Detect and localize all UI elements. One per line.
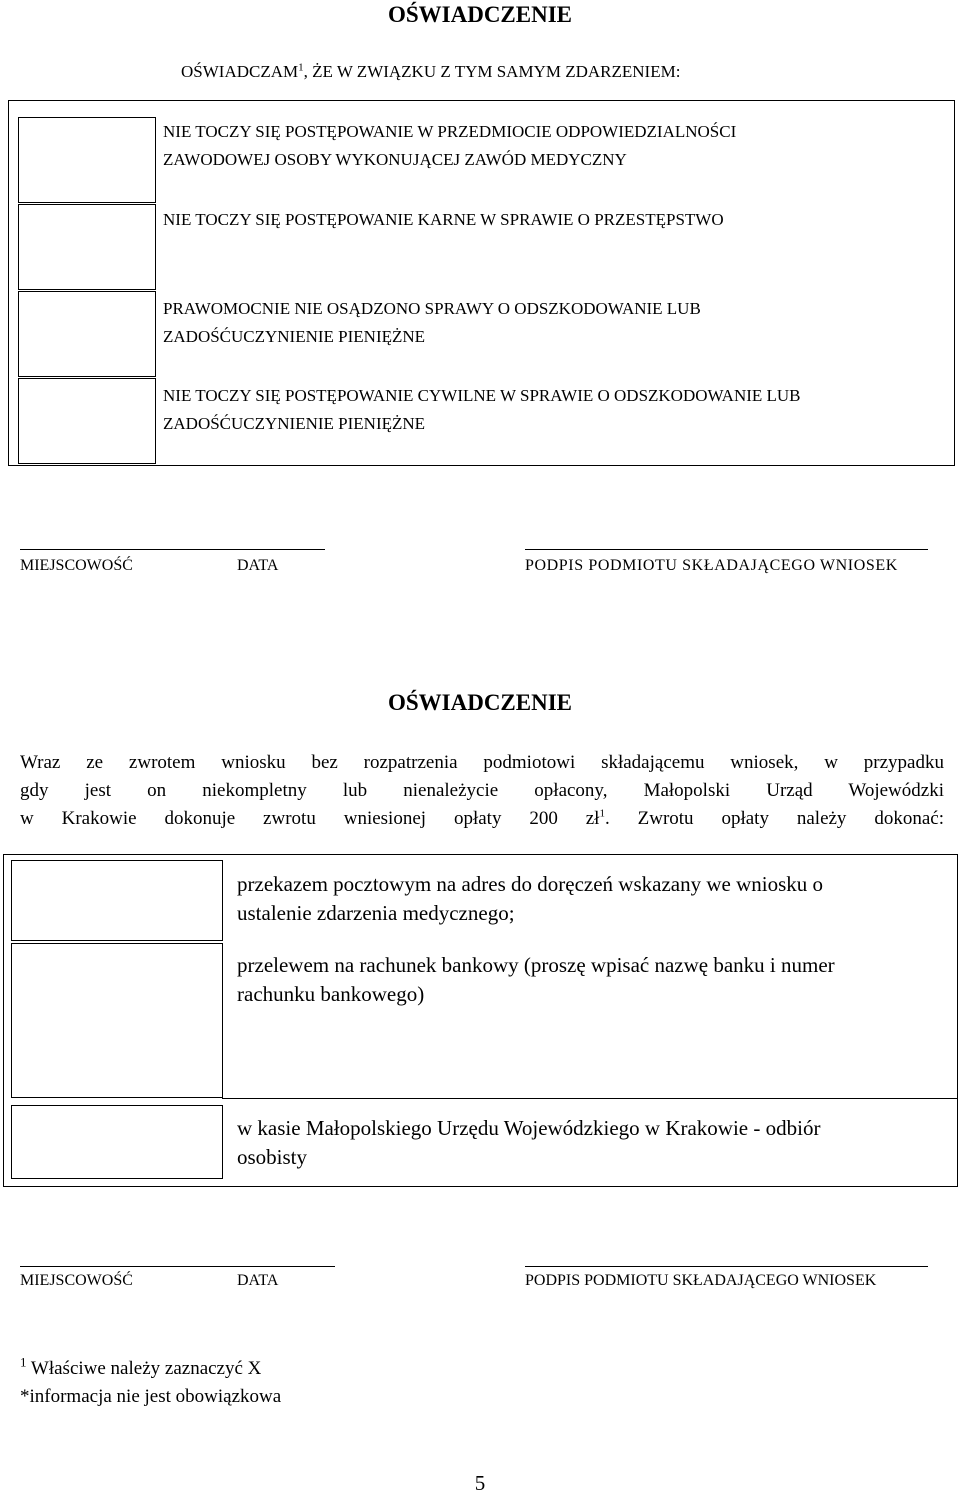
refund-option-3-line1: w kasie Małopolskiego Urzędu Wojewódzkiego w Krakowie - odbiór <box>237 1116 821 1140</box>
bank-account-line <box>222 1098 958 1099</box>
para-line-3b: . Zwrotu opłaty należy dokonać: <box>604 808 944 829</box>
place-date-line <box>20 549 325 550</box>
sig-place-label: MIEJSCOWOŚĆ <box>20 557 133 574</box>
refund-option-1-line2: ustalenie zdarzenia medycznego; <box>237 901 515 925</box>
checkbox-option-3[interactable] <box>18 291 156 377</box>
footnote-ref-2: 1 <box>599 807 605 820</box>
checkbox-refund-postal[interactable] <box>11 860 223 941</box>
option-3-line2: ZADOŚĆUCZYNIENIE PIENIĘŻNE <box>163 327 426 346</box>
checkbox-option-2[interactable] <box>18 204 156 290</box>
sig-date-label: DATA <box>237 557 279 574</box>
option-1-text <box>163 118 736 174</box>
signature-line-2 <box>525 1266 928 1267</box>
refund-option-3-line2: osobisty <box>237 1145 308 1169</box>
option-2-line1: NIE TOCZY SIĘ POSTĘPOWANIE KARNE W SPRAWIE O PRZESTĘPSTWO <box>163 210 724 229</box>
checkbox-refund-cash[interactable] <box>11 1105 223 1179</box>
section1-lead-text: OŚWIADCZAM <box>181 62 299 81</box>
place-date-line-2 <box>20 1266 335 1267</box>
refund-option-1-text <box>237 870 823 928</box>
footnote-1-number: 1 <box>20 1354 27 1370</box>
section1-title: OŚWIADCZENIE <box>387 2 573 27</box>
para-line-2: gdy jest on niekompletny lub nienależycie opłacony, Małopolski Urząd Wojewódzki <box>20 780 944 801</box>
checkbox-option-4[interactable] <box>18 378 156 464</box>
para-line-1: Wraz ze zwrotem wniosku bez rozpatrzenia podmiotowi składającemu wniosek, w przypadku <box>20 752 944 773</box>
para-line-3a: w Krakowie dokonuje zwrotu wniesionej opłaty 200 zł <box>20 808 600 829</box>
footnote-ref: 1 <box>298 61 304 74</box>
refund-option-1-line1: przekazem pocztowym na adres do doręczeń wskazany we wniosku o <box>237 872 824 896</box>
footnote-1 <box>20 1355 281 1383</box>
para-line-3 <box>20 805 944 833</box>
option-3-line1: PRAWOMOCNIE NIE OSĄDZONO SPRAWY O ODSZKODOWANIE LUB <box>163 299 701 318</box>
section1-lead <box>181 58 680 86</box>
option-3-text <box>163 295 701 351</box>
refund-paragraph <box>20 749 944 833</box>
page-number: 5 <box>474 1471 486 1495</box>
option-4-line1: NIE TOCZY SIĘ POSTĘPOWANIE CYWILNE W SPRAWIE O ODSZKODOWANIE LUB <box>163 386 801 405</box>
refund-option-2-line2: rachunku bankowego) <box>237 982 425 1006</box>
footnotes <box>20 1355 281 1411</box>
footnote-1-text: Właściwe należy zaznaczyć X <box>26 1358 262 1379</box>
option-4-line2: ZADOŚĆUCZYNIENIE PIENIĘŻNE <box>163 414 426 433</box>
sig-signature-label: PODPIS PODMIOTU SKŁADAJĄCEGO WNIOSEK <box>525 557 898 574</box>
footnote-2: *informacja nie jest obowiązkowa <box>20 1386 282 1407</box>
section1-lead-rest: , ŻE W ZWIĄZKU Z TYM SAMYM ZDARZENIEM: <box>303 62 681 81</box>
refund-option-2-line1: przelewem na rachunek bankowy (proszę wpisać nazwę banku i numer <box>237 953 835 977</box>
section2-title: OŚWIADCZENIE <box>387 690 573 715</box>
option-2-text <box>163 206 724 234</box>
sig-date-label-2: DATA <box>237 1272 279 1289</box>
signature-line <box>525 549 928 550</box>
sig-signature-label-2: PODPIS PODMIOTU SKŁADAJĄCEGO WNIOSEK <box>525 1272 877 1289</box>
refund-option-3-text <box>237 1114 820 1172</box>
refund-option-2-text <box>237 951 835 1009</box>
option-1-line2: ZAWODOWEJ OSOBY WYKONUJĄCEJ ZAWÓD MEDYCZNY <box>163 150 627 169</box>
option-4-text <box>163 382 801 438</box>
option-1-line1: NIE TOCZY SIĘ POSTĘPOWANIE W PRZEDMIOCIE ODPOWIEDZIALNOŚCI <box>163 122 737 141</box>
checkbox-refund-bank[interactable] <box>11 943 223 1098</box>
sig-place-label-2: MIEJSCOWOŚĆ <box>20 1272 133 1289</box>
checkbox-option-1[interactable] <box>18 117 156 203</box>
